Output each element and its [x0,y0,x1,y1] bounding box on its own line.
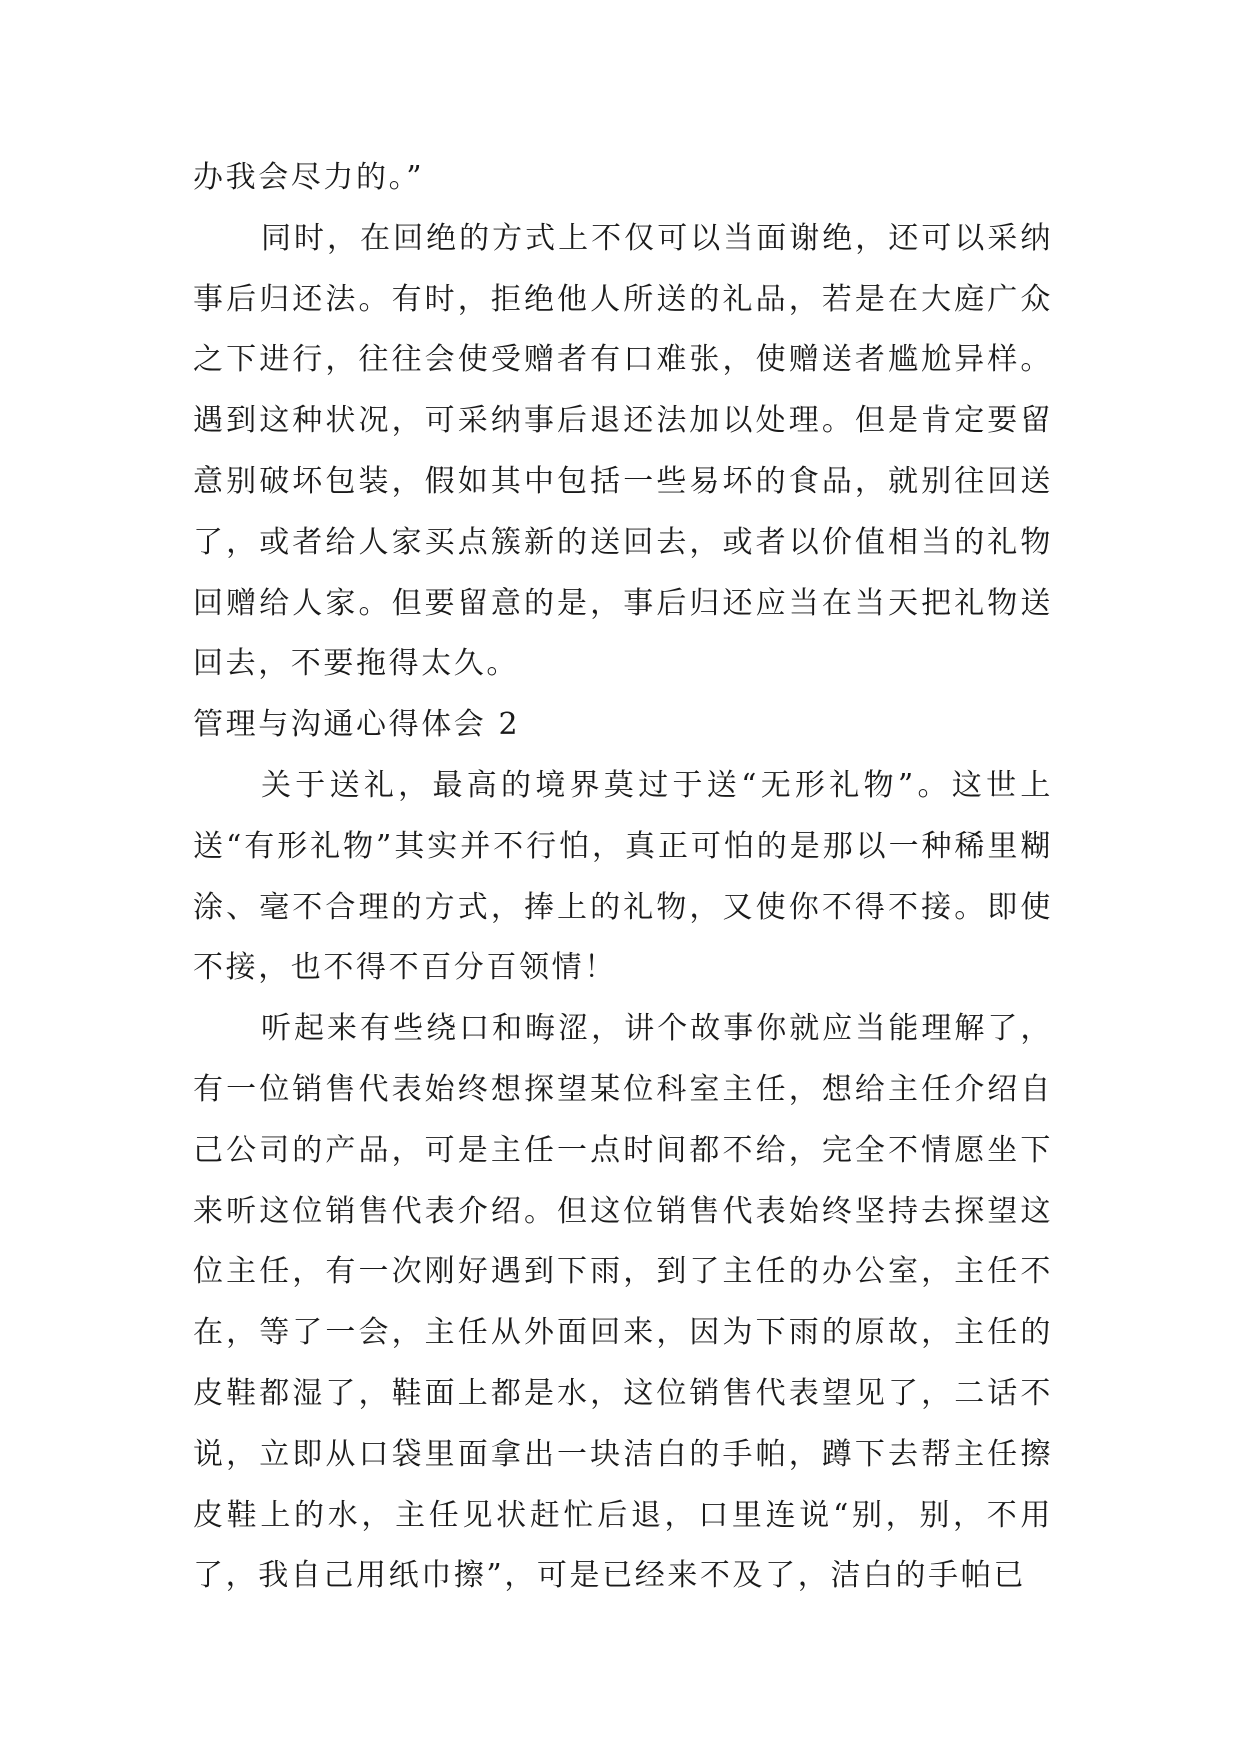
section-heading: 管理与沟通心得体会 2 [193,707,521,743]
paragraph-story: 听起来有些绕口和晦涩，讲个故事你就应当能理解了，有一位销售代表始终想探望某位科室主任，想给主任介绍自己公司的产品，可是主任一点时间都不给，完全不情愿坐下来听这位销售代表介绍。但这位销售代表始终坚持去探望这位主任，有一次刚好遇到下雨，到了主任的办公室，主任不在，等了一会，主任从外面回来，因为下雨的原故，主任的皮鞋都湿了，鞋面上都是水，这位销售代表望见了，二话不说，立即从口袋里面拿出一块洁白的手帕，蹲下去帮主任擦皮鞋上的水，主任见状赶忙后退，口里连说“别，别，不用了，我自己用纸巾擦”，可是已经来不及了，洁白的手帕已 [193,1011,1053,1594]
paragraph-intangible-gift: 关于送礼，最高的境界莫过于送“无形礼物”。这世上送“有形礼物”其实并不行怕，真正可怕的是那以一种稀里糊涂、毫不合理的方式，捧上的礼物，又使你不得不接。即使不接，也不得不百分百领情！ [193,767,1053,986]
paragraph-continuation: 办我会尽力的。” [193,160,425,195]
document-body [193,148,1053,1607]
paragraph-refusal-method: 同时，在回绝的方式上不仅可以当面谢绝，还可以采纳事后归还法。有时，拒绝他人所送的礼品，若是在大庭广众之下进行，往往会使受赠者有口难张，使赠送者尴尬异样。遇到这种状况，可采纳事后退还法加以处理。但是肯定要留意别破坏包装，假如其中包括一些易坏的食品，就别往回送了，或者给人家买点簇新的送回去，或者以价值相当的礼物回赠给人家。但要留意的是，事后归还应当在当天把礼物送回去，不要拖得太久。 [193,220,1053,682]
